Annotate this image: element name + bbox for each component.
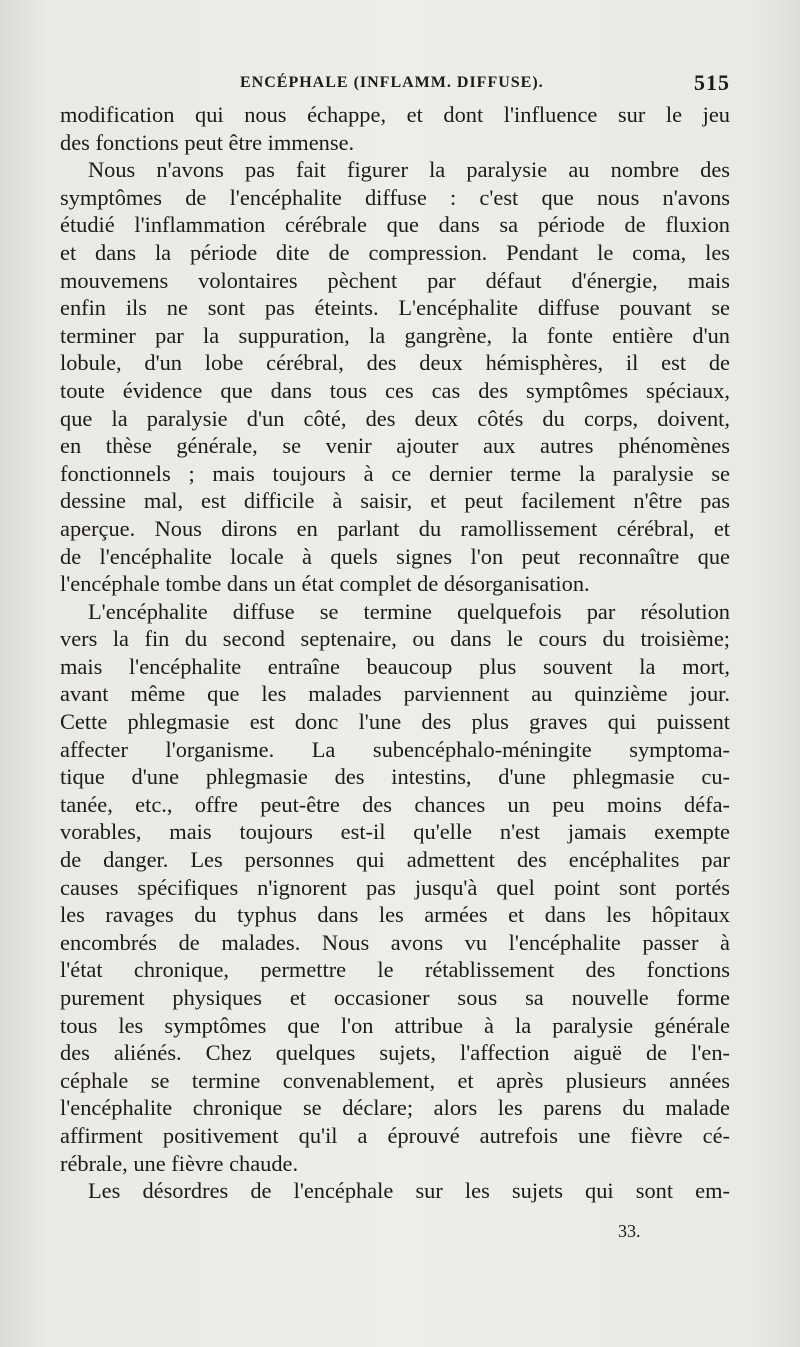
text-line: en thèse générale, se venir ajouter aux autres phénomènes xyxy=(60,433,730,459)
text-line: mouvemens volontaires pèchent par défaut d'énergie, mais xyxy=(60,267,730,293)
text-line: l'encéphale tombe dans un état complet de désorganisation. xyxy=(60,571,590,597)
text-line: Nous n'avons pas fait figurer la paralysie au nombre des xyxy=(88,157,730,183)
text-line: affirment positivement qu'il a éprouvé autrefois une fièvre cé- xyxy=(60,1122,730,1148)
text-line: tique d'une phlegmasie des intestins, d'une phlegmasie cu- xyxy=(60,764,730,790)
running-title: ENCÉPHALE (INFLAMM. DIFFUSE). xyxy=(240,74,544,91)
text-line: et dans la période dite de compression. Pendant le coma, les xyxy=(60,239,730,265)
text-line: que la paralysie d'un côté, des deux côtés du corps, doivent, xyxy=(60,405,730,431)
body-text xyxy=(60,101,730,1205)
text-line: tanée, etc., offre peut-être des chances un peu moins défa- xyxy=(60,791,730,817)
text-line: des fonctions peut être immense. xyxy=(60,129,355,155)
text-line: rébrale, une fièvre chaude. xyxy=(60,1150,299,1176)
text-line: céphale se termine convenablement, et après plusieurs années xyxy=(60,1067,730,1093)
text-line: Cette phlegmasie est donc l'une des plus graves qui puissent xyxy=(60,709,730,735)
text-line: fonctionnels ; mais toujours à ce dernier terme la paralysie se xyxy=(60,460,730,486)
text-line: Les désordres de l'encéphale sur les sujets qui sont em- xyxy=(88,1178,730,1204)
text-line: avant même que les malades parviennent au quinzième jour. xyxy=(60,681,730,707)
text-line: des aliénés. Chez quelques sujets, l'affection aiguë de l'en- xyxy=(60,1040,730,1066)
text-line: encombrés de malades. Nous avons vu l'encéphalite passer à xyxy=(60,929,730,955)
text-line: affecter l'organisme. La subencéphalo-méningite symptoma- xyxy=(60,736,730,762)
text-line: tous les symptômes que l'on attribue à la paralysie générale xyxy=(60,1012,730,1038)
text-line: symptômes de l'encéphalite diffuse : c'est que nous n'avons xyxy=(60,184,730,210)
text-line: les ravages du typhus dans les armées et dans les hôpitaux xyxy=(60,902,730,928)
signature-mark: 33. xyxy=(618,1221,641,1241)
text-line: de l'encéphalite locale à quels signes l'on peut reconnaître que xyxy=(60,543,730,569)
text-line: l'encéphalite chronique se déclare; alors les parens du malade xyxy=(60,1095,730,1121)
text-line: toute évidence que dans tous ces cas des symptômes spéciaux, xyxy=(60,377,730,403)
text-line: L'encéphalite diffuse se termine quelquefois par résolution xyxy=(88,598,730,624)
text-line: lobule, d'un lobe cérébral, des deux hémisphères, il est de xyxy=(60,350,730,376)
text-line: enfin ils ne sont pas éteints. L'encéphalite diffuse pouvant se xyxy=(60,295,730,321)
text-line: aperçue. Nous dirons en parlant du ramollissement cérébral, et xyxy=(60,515,730,541)
text-line: étudié l'inflammation cérébrale que dans sa période de fluxion xyxy=(60,212,730,238)
text-line: mais l'encéphalite entraîne beaucoup plus souvent la mort, xyxy=(60,653,730,679)
page-number: 515 xyxy=(694,70,730,95)
text-line: dessine mal, est difficile à saisir, et peut facilement n'être pas xyxy=(60,488,730,514)
text-line: modification qui nous échappe, et dont l'influence sur le jeu xyxy=(60,102,730,127)
text-line: purement physiques et occasioner sous sa nouvelle forme xyxy=(60,985,730,1010)
text-line: vers la fin du second septenaire, ou dans le cours du troisième; xyxy=(60,626,730,652)
text-line: causes spécifiques n'ignorent pas jusqu'à quel point sont portés xyxy=(60,874,730,900)
text-line: vorables, mais toujours est-il qu'elle n'est jamais exempte xyxy=(60,819,730,845)
text-line: terminer par la suppuration, la gangrène, la fonte entière d'un xyxy=(60,322,730,348)
text-line: l'état chronique, permettre le rétablissement des fonctions xyxy=(60,957,730,983)
page-header xyxy=(60,70,730,100)
text-line: de danger. Les personnes qui admettent des encéphalites par xyxy=(60,847,730,873)
